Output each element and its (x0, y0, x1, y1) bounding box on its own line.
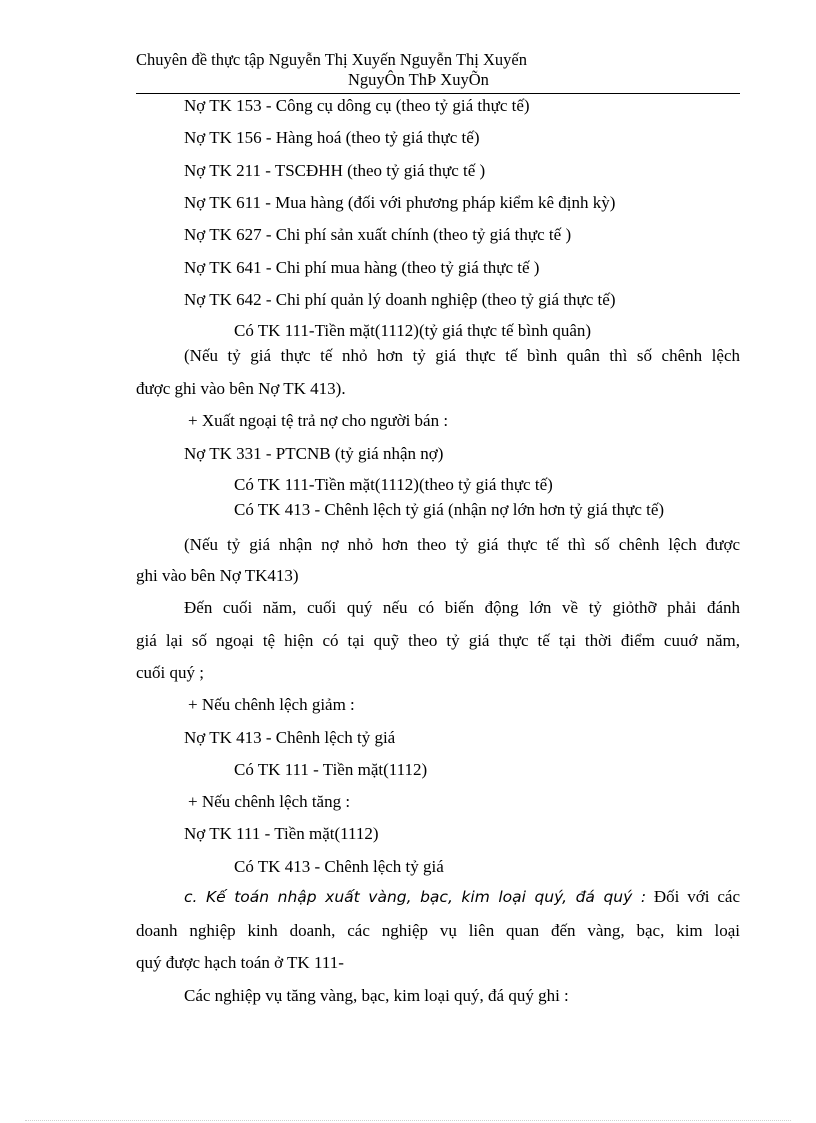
text-line: Nợ TK 627 - Chi phí sản xuất chính (theo tỷ giá thực tế ) (184, 225, 572, 244)
text-line: doanh nghiệp kinh doanh, các nghiệp vụ liên quan đến vàng, bạc, kim loại (136, 921, 740, 940)
text-line: Nợ TK 331 - PTCNB (tỷ giá nhận nợ) (184, 444, 444, 463)
text-line: + Nếu chênh lệch tăng : (188, 792, 351, 811)
text-line: Nợ TK 641 - Chi phí mua hàng (theo tỷ giá thực tế ) (184, 258, 540, 277)
text-line: + Xuất ngoại tệ trả nợ cho người bán : (188, 411, 449, 430)
text-line: Nợ TK 211 - TSCĐHH (theo tỷ giá thực tế ) (184, 161, 486, 180)
text-line: Các nghiệp vụ tăng vàng, bạc, kim loại quý, đá quý ghi : (184, 986, 569, 1005)
header-rule (136, 93, 740, 94)
text-line: giá lại số ngoại tệ hiện có tại quỹ theo tỷ giá thực tế tại thời điểm cuuớ năm, (136, 631, 740, 650)
section-c-italic-title: c. Kế toán nhập xuất vàng, bạc, kim loại quý, đá quý : (184, 888, 647, 906)
header-line-2: NguyÔn ThÞ XuyÕn (348, 70, 489, 89)
text-line: (Nếu tỷ giá thực tế nhỏ hơn tỷ giá thực tế bình quân thì số chênh lệch (184, 346, 740, 365)
text-line: Nợ TK 153 - Công cụ dông cụ (theo tỷ giá thực tế) (184, 96, 530, 115)
page-bottom-border (25, 1120, 791, 1121)
text-line: Nợ TK 111 - Tiền mặt(1112) (184, 824, 379, 843)
text-line: + Nếu chênh lệch giảm : (188, 695, 355, 714)
text-line: Có TK 111-Tiền mặt(1112)(theo tỷ giá thực tế) (234, 475, 553, 494)
text-line: Nợ TK 156 - Hàng hoá (theo tỷ giá thực tế) (184, 128, 480, 147)
text-line: ghi vào bên Nợ TK413) (136, 566, 299, 585)
text-line: Đến cuối năm, cuối quý nếu có biến động lớn về tỷ giỏthỡ phải đánh (184, 598, 740, 617)
text-line: Nợ TK 611 - Mua hàng (đối với phương pháp kiểm kê định kỳ) (184, 193, 616, 212)
header-line-1: Chuyên đề thực tập Nguyễn Thị Xuyến Nguyễn Thị Xuyến (136, 50, 527, 69)
section-c-intro: Đối với các (646, 887, 740, 906)
section-c-heading-line (136, 887, 740, 907)
text-line: Có TK 111 - Tiền mặt(1112) (234, 760, 428, 779)
text-line: cuối quý ; (136, 663, 204, 682)
text-line: được ghi vào bên Nợ TK 413). (136, 379, 346, 398)
text-line: Có TK 413 - Chênh lệch tỷ giá (nhận nợ lớn hơn tỷ giá thực tế) (234, 500, 665, 519)
page-header (136, 50, 740, 90)
text-line: quý được hạch toán ở TK 111- (136, 953, 344, 972)
text-line: Nợ TK 642 - Chi phí quản lý doanh nghiệp (theo tỷ giá thực tế) (184, 290, 616, 309)
text-line: Có TK 111-Tiền mặt(1112)(tỷ giá thực tế bình quân) (234, 321, 592, 340)
text-line: Nợ TK 413 - Chênh lệch tỷ giá (184, 728, 396, 747)
text-line: Có TK 413 - Chênh lệch tỷ giá (234, 857, 444, 876)
text-line: (Nếu tỷ giá nhận nợ nhỏ hơn theo tỷ giá thực tế thì số chênh lệch được (184, 535, 740, 554)
